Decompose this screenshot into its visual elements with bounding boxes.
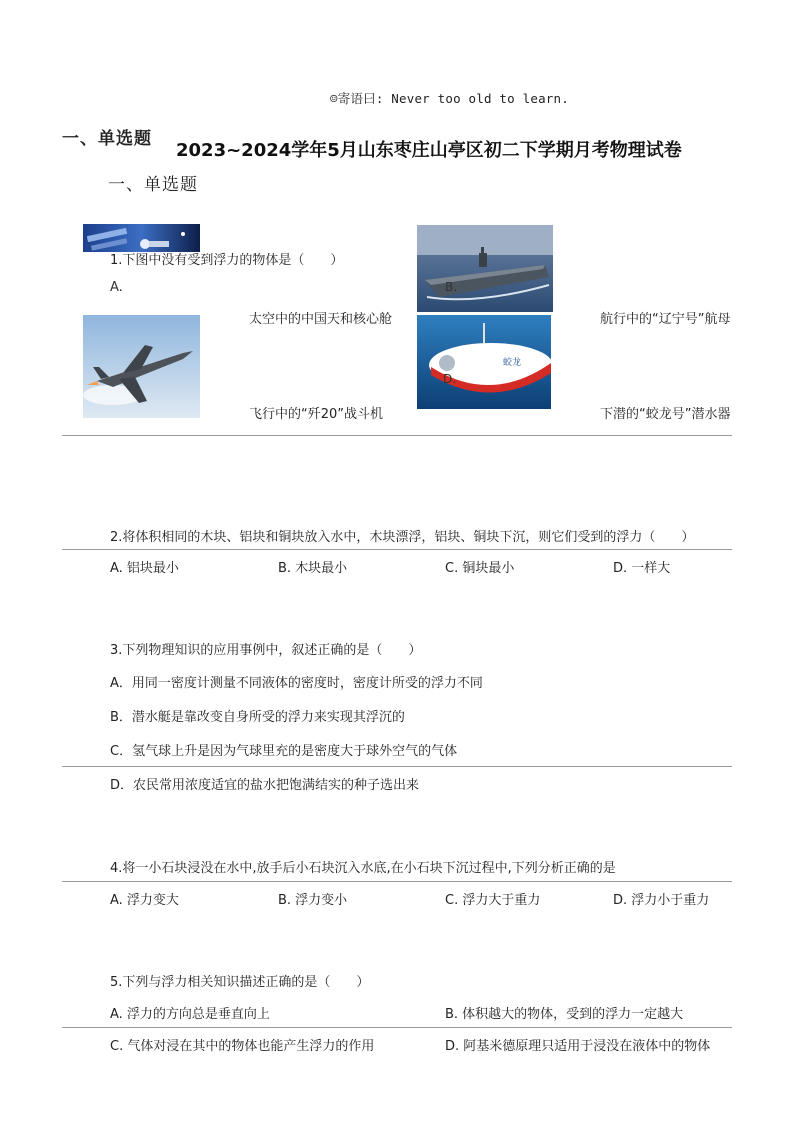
q3-option-c[interactable]: C．氢气球上升是因为气球里充的是密度大于球外空气的气体 (110, 744, 458, 759)
q2-option-b[interactable]: B. 木块最小 (278, 561, 348, 576)
q3-stem: 3.下列物理知识的应用事例中，叙述正确的是（ ） (110, 643, 422, 658)
q2-option-d[interactable]: D. 一样大 (613, 561, 671, 576)
q1-option-a-caption: 太空中的中国天和核心舱 (249, 312, 393, 327)
section-heading: 一、单选题 (108, 175, 198, 195)
divider (62, 766, 732, 767)
aircraft-carrier-image (417, 225, 553, 312)
divider (62, 549, 732, 550)
q2-stem: 2.将体积相同的木块、铝块和铜块放入水中，木块漂浮，铝块、铜块下沉，则它们受到的浮力（ ） (110, 530, 695, 545)
section-corner-label: 一、单选题 (62, 129, 152, 149)
q5-option-c[interactable]: C. 气体对浸在其中的物体也能产生浮力的作用 (110, 1039, 375, 1054)
q4-option-c[interactable]: C. 浮力大于重力 (445, 893, 541, 908)
q3-option-b[interactable]: B．潜水艇是靠改变自身所受的浮力来实现其浮沉的 (110, 710, 405, 725)
q5-option-d[interactable]: D. 阿基米德原理只适用于浸没在液体中的物体 (445, 1039, 711, 1054)
submersible-image (417, 315, 551, 409)
q5-option-a[interactable]: A. 浮力的方向总是垂直向上 (110, 1007, 270, 1022)
q1-option-a-letter[interactable]: A. (110, 280, 123, 295)
q1-option-b-caption: 航行中的“辽宁号”航母 (600, 312, 731, 327)
q3-option-a[interactable]: A．用同一密度计测量不同液体的密度时，密度计所受的浮力不同 (110, 676, 483, 691)
divider (62, 1027, 732, 1028)
q1-option-d-caption: 下潜的“蛟龙号”潜水器 (600, 407, 731, 422)
q5-option-b[interactable]: B. 体积越大的物体，受到的浮力一定越大 (445, 1007, 684, 1022)
q2-option-a[interactable]: A. 铝块最小 (110, 561, 179, 576)
q3-option-d[interactable]: D．农民常用浓度适宜的盐水把饱满结实的种子选出来 (110, 778, 420, 793)
q4-option-d[interactable]: D. 浮力小于重力 (613, 893, 710, 908)
fighter-jet-image (83, 315, 200, 418)
q4-option-a[interactable]: A. 浮力变大 (110, 893, 179, 908)
q1-option-c-caption: 飞行中的“歼20”战斗机 (249, 407, 384, 422)
exam-title: 2023~2024学年5月山东枣庄山亭区初二下学期月考物理试卷 (176, 140, 682, 161)
submersible-hull-text: 蛟龙 (503, 358, 522, 368)
q1-stem: 1.下图中没有受到浮力的物体是（ ） (110, 253, 344, 268)
q4-option-b[interactable]: B. 浮力变小 (278, 893, 348, 908)
q2-option-c[interactable]: C. 铜块最小 (445, 561, 515, 576)
space-station-image (83, 224, 200, 252)
q5-stem: 5.下列与浮力相关知识描述正确的是（ ） (110, 975, 370, 990)
divider (62, 881, 732, 882)
q4-stem: 4.将一小石块浸没在水中,放手后小石块沉入水底,在小石块下沉过程中,下列分析正确的是 (110, 861, 616, 876)
divider (62, 435, 732, 436)
q1-option-d-letter[interactable]: D. (443, 372, 457, 386)
motto: ☺寄语曰: Never too old to learn. (330, 91, 569, 106)
q1-option-b-letter[interactable]: B. (445, 280, 458, 294)
